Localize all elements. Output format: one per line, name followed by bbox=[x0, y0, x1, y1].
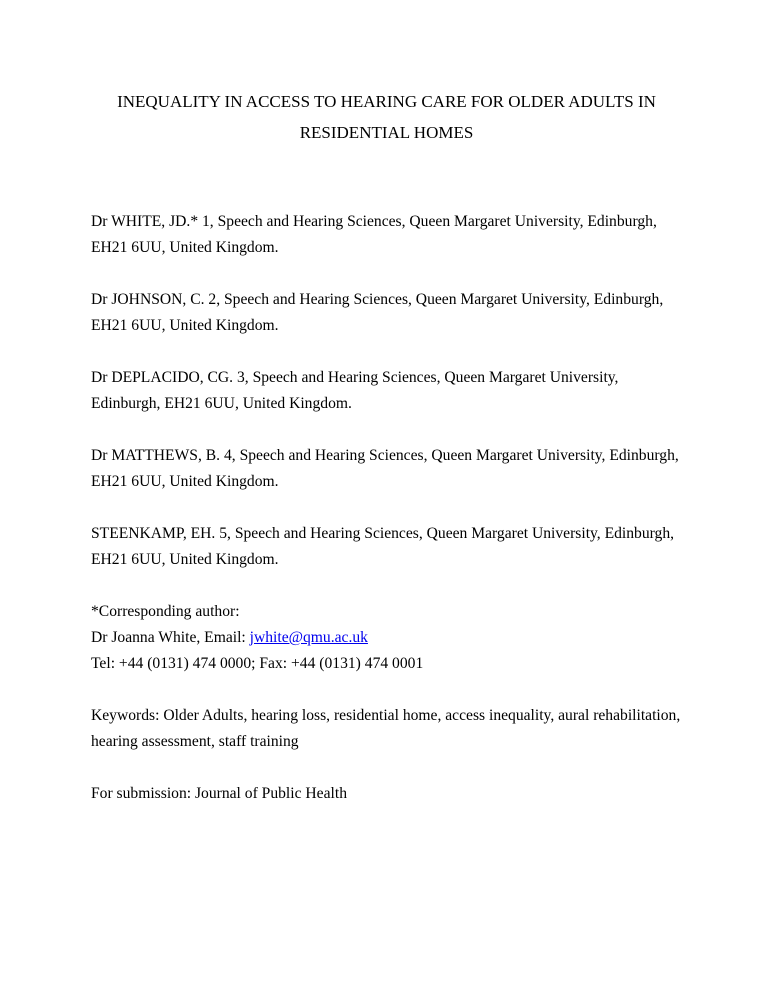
author-affiliation-5: STEENKAMP, EH. 5, Speech and Hearing Sciences, Queen Margaret University, Edinburgh, EH21 6UU, United Kingdom. bbox=[91, 525, 675, 568]
corresponding-author-email-line bbox=[91, 625, 682, 651]
corresponding-author-label: *Corresponding author: bbox=[91, 603, 240, 620]
tel-fax-line: Tel: +44 (0131) 474 0000; Fax: +44 (0131) 474 0001 bbox=[91, 655, 424, 672]
author-affiliation-3: Dr DEPLACIDO, CG. 3, Speech and Hearing Sciences, Queen Margaret University, Edinburgh, EH21 6UU, United Kingdom. bbox=[91, 369, 619, 412]
author-affiliation-2: Dr JOHNSON, C. 2, Speech and Hearing Sciences, Queen Margaret University, Edinburgh, EH21 6UU, United Kingdom. bbox=[91, 291, 664, 334]
keywords-line: Keywords: Older Adults, hearing loss, residential home, access inequality, aural rehabilitation, hearing assessment, staff training bbox=[91, 707, 681, 750]
email-link[interactable]: jwhite@qmu.ac.uk bbox=[249, 629, 368, 646]
paper-title: INEQUALITY IN ACCESS TO HEARING CARE FOR OLDER ADULTS IN RESIDENTIAL HOMES bbox=[117, 92, 656, 142]
author-affiliation-4: Dr MATTHEWS, B. 4, Speech and Hearing Sciences, Queen Margaret University, Edinburgh, EH21 6UU, United Kingdom. bbox=[91, 447, 679, 490]
corresponding-author-block bbox=[91, 599, 682, 677]
email-prefix-text: Dr Joanna White, Email: bbox=[91, 629, 250, 646]
submission-line: For submission: Journal of Public Health bbox=[91, 785, 347, 802]
author-affiliation-1: Dr WHITE, JD.* 1, Speech and Hearing Sciences, Queen Margaret University, Edinburgh, EH21 6UU, United Kingdom. bbox=[91, 213, 657, 256]
